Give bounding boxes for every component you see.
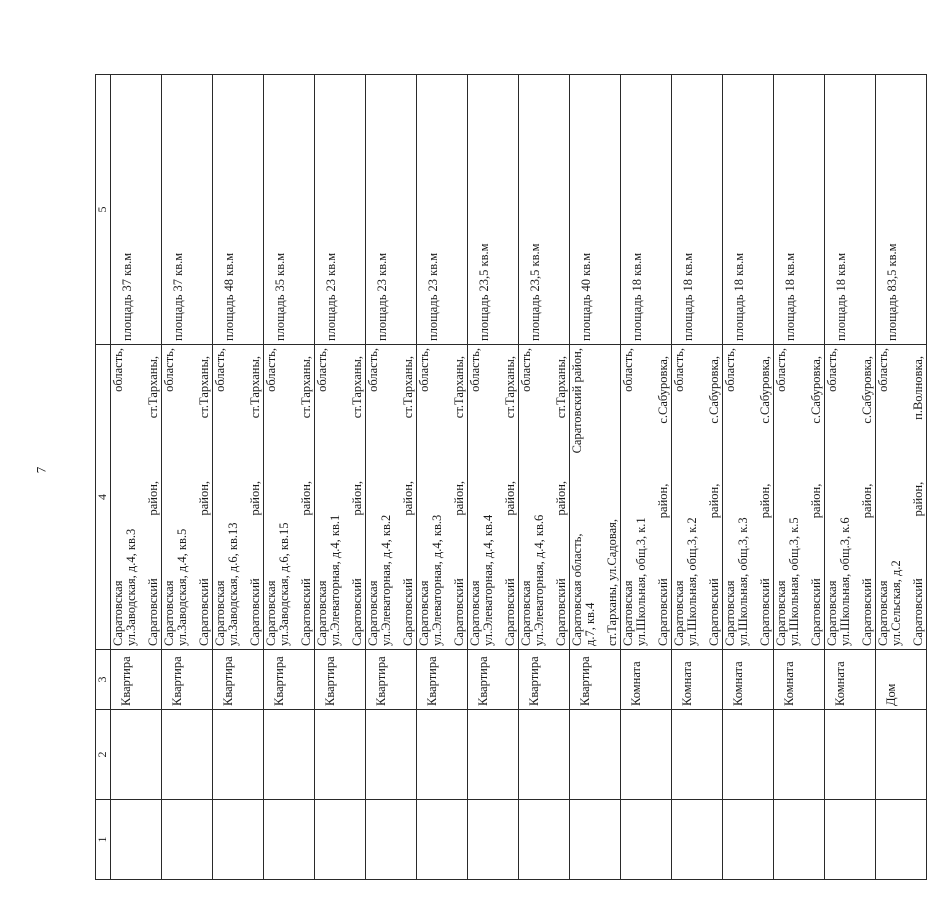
object-type-cell (213, 650, 264, 710)
address-part-b: область, (315, 348, 329, 392)
region-text: Саратовский район, с.Сабуровка, (707, 356, 721, 646)
address-street: ул.Элеваторная, д.4, кв.2 (379, 514, 393, 646)
col1-cell (519, 800, 570, 880)
header-cell-1: 1 (96, 800, 111, 880)
table-row (672, 75, 723, 880)
address-part-a: Саратовская (213, 580, 227, 646)
col1-cell (570, 800, 621, 880)
area-cell (621, 75, 672, 345)
address-part-b: область, (876, 348, 890, 392)
address-cell (213, 345, 264, 650)
area-text: площадь 37 кв.м (171, 252, 185, 341)
table-row (213, 75, 264, 880)
object-type: Квартира (527, 656, 541, 706)
address-street: ул.Школьная, общ.3, к.1 (634, 517, 648, 646)
area-text: площадь 23 кв.м (375, 252, 389, 341)
object-type: Квартира (476, 656, 490, 706)
address-part-a: Саратовская (876, 580, 890, 646)
object-type: Квартира (170, 656, 184, 706)
area-cell (111, 75, 162, 345)
address-part-a: Саратовская (672, 580, 686, 646)
table-row (876, 75, 927, 880)
area-cell (417, 75, 468, 345)
address-part-b: область, (723, 348, 737, 392)
table-row (825, 75, 876, 880)
col2-cell (213, 710, 264, 800)
col2-cell (672, 710, 723, 800)
region-text: Саратовский район, п.Волновка, (911, 356, 925, 646)
col1-cell (366, 800, 417, 880)
address-street: д.7, кв.4 (583, 602, 597, 646)
address-street: ул.Заводская, д.6, кв.13 (226, 522, 240, 646)
col1-cell (774, 800, 825, 880)
table-row (519, 75, 570, 880)
col1-cell (111, 800, 162, 880)
col2-cell (723, 710, 774, 800)
page-number: 7 (33, 466, 49, 474)
col2-cell (417, 710, 468, 800)
object-type: Квартира (221, 656, 235, 706)
address-street: ул.Сельская, д.2 (889, 560, 903, 646)
table-row (570, 75, 621, 880)
address-cell (876, 345, 927, 650)
region-text: Саратовский район, ст.Тарханы, (146, 356, 160, 646)
address-part-b: область, (468, 348, 482, 392)
col1-cell (213, 800, 264, 880)
col2-cell (519, 710, 570, 800)
address-part-b: область, (162, 348, 176, 392)
object-type-cell (468, 650, 519, 710)
col1-cell (162, 800, 213, 880)
area-text: площадь 23,5 кв.м (477, 243, 491, 341)
region-text: Саратовский район, ст.Тарханы, (401, 356, 415, 646)
object-type: Комната (782, 661, 796, 706)
address-street: ул.Заводская, д.6, кв.15 (277, 522, 291, 646)
area-text: площадь 23 кв.м (426, 252, 440, 341)
col2-cell (162, 710, 213, 800)
col2-cell (774, 710, 825, 800)
address-part-b: область, (111, 348, 125, 392)
address-street: ул.Школьная, общ.3, к.6 (838, 517, 852, 646)
area-text: площадь 35 кв.м (273, 252, 287, 341)
address-part-b: область, (213, 348, 227, 392)
address-street: ул.Заводская, д.4, кв.5 (175, 528, 189, 646)
col2-cell (570, 710, 621, 800)
region-text: Саратовский район, ст.Тарханы, (452, 356, 466, 646)
region-text: Саратовский район, с.Сабуровка, (656, 356, 670, 646)
object-type: Дом (884, 683, 898, 706)
object-type-cell (162, 650, 213, 710)
address-part-a: Саратовская (825, 580, 839, 646)
col2-cell (111, 710, 162, 800)
region-text: Саратовский район, с.Сабуровка, (809, 356, 823, 646)
col2-cell (264, 710, 315, 800)
table-row (723, 75, 774, 880)
header-cell-3: 3 (96, 650, 111, 710)
address-part-b: область, (417, 348, 431, 392)
col1-cell (315, 800, 366, 880)
address-street: ул.Элеваторная, д.4, кв.6 (532, 514, 546, 646)
area-text: площадь 18 кв.м (732, 252, 746, 341)
address-part-b: область, (264, 348, 278, 392)
table-row (111, 75, 162, 880)
col1-cell (621, 800, 672, 880)
area-cell (213, 75, 264, 345)
address-cell (264, 345, 315, 650)
col1-cell (825, 800, 876, 880)
address-street: ул.Школьная, общ.3, к.3 (736, 517, 750, 646)
address-part-b: область, (825, 348, 839, 392)
address-cell (621, 345, 672, 650)
area-text: площадь 18 кв.м (681, 252, 695, 341)
address-part-b: область, (366, 348, 380, 392)
object-type-cell (876, 650, 927, 710)
address-cell (774, 345, 825, 650)
address-cell (825, 345, 876, 650)
object-type: Комната (731, 661, 745, 706)
rotated-table-container (95, 75, 925, 880)
area-cell (468, 75, 519, 345)
address-part-b: область, (672, 348, 686, 392)
area-cell (774, 75, 825, 345)
address-street: ул.Заводская, д.4, кв.3 (124, 528, 138, 646)
object-type-cell (315, 650, 366, 710)
area-cell (723, 75, 774, 345)
header-cell-4: 4 (96, 345, 111, 650)
object-type-cell (672, 650, 723, 710)
table-row (162, 75, 213, 880)
address-cell (366, 345, 417, 650)
address-part-a: Саратовская (468, 580, 482, 646)
area-text: площадь 18 кв.м (834, 252, 848, 341)
col1-cell (264, 800, 315, 880)
object-type: Квартира (578, 656, 592, 706)
object-type-cell (570, 650, 621, 710)
col1-cell (723, 800, 774, 880)
col2-cell (876, 710, 927, 800)
region-text: Саратовский район, ст.Тарханы, (503, 356, 517, 646)
object-type-cell (723, 650, 774, 710)
object-type-cell (621, 650, 672, 710)
area-text: площадь 18 кв.м (783, 252, 797, 341)
table-row (366, 75, 417, 880)
object-type-cell (264, 650, 315, 710)
object-type-cell (825, 650, 876, 710)
area-cell (315, 75, 366, 345)
area-cell (162, 75, 213, 345)
table-body (96, 75, 927, 880)
address-part-a: Саратовская (366, 580, 380, 646)
address-part-a: Саратовская (621, 580, 635, 646)
table-row (468, 75, 519, 880)
address-cell (672, 345, 723, 650)
header-cell-2: 2 (96, 710, 111, 800)
region-text: Саратовский район, ст.Тарханы, (350, 356, 364, 646)
region-text: Саратовский район, ст.Тарханы, (554, 356, 568, 646)
object-type: Комната (680, 661, 694, 706)
area-cell (519, 75, 570, 345)
address-cell (570, 345, 621, 650)
address-street: ул.Элеваторная, д.4, кв.4 (481, 514, 495, 646)
object-type: Квартира (374, 656, 388, 706)
address-part-a: Саратовская область, (570, 533, 584, 646)
object-type-cell (519, 650, 570, 710)
object-type: Квартира (272, 656, 286, 706)
area-text: площадь 48 кв.м (222, 252, 236, 341)
col1-cell (468, 800, 519, 880)
area-text: площадь 18 кв.м (630, 252, 644, 341)
area-text: площадь 83,5 кв.м (885, 243, 899, 341)
table-row (315, 75, 366, 880)
address-part-b: область, (621, 348, 635, 392)
address-cell (162, 345, 213, 650)
table-row (417, 75, 468, 880)
region-text: ст.Тарханы, ул.Садовая, (605, 518, 619, 646)
address-part-a: Саратовская (264, 580, 278, 646)
address-part-a: Саратовская (774, 580, 788, 646)
col2-cell (621, 710, 672, 800)
address-cell (315, 345, 366, 650)
address-cell (468, 345, 519, 650)
col1-cell (876, 800, 927, 880)
table-row (264, 75, 315, 880)
object-type-cell (111, 650, 162, 710)
address-cell (519, 345, 570, 650)
area-cell (672, 75, 723, 345)
area-text: площадь 23,5 кв.м (528, 243, 542, 341)
col2-cell (825, 710, 876, 800)
area-cell (366, 75, 417, 345)
address-part-a: Саратовская (723, 580, 737, 646)
area-text: площадь 37 кв.м (120, 252, 134, 341)
area-text: площадь 40 кв.м (579, 252, 593, 341)
area-cell (825, 75, 876, 345)
region-text: Саратовский район, ст.Тарханы, (299, 356, 313, 646)
table-row (774, 75, 825, 880)
table-row (621, 75, 672, 880)
header-row (96, 75, 111, 880)
address-street: ул.Школьная, общ.3, к.2 (685, 517, 699, 646)
region-text: Саратовский район, с.Сабуровка, (860, 356, 874, 646)
address-cell (111, 345, 162, 650)
object-type: Комната (833, 661, 847, 706)
col2-cell (468, 710, 519, 800)
col1-cell (417, 800, 468, 880)
col1-cell (672, 800, 723, 880)
object-type-cell (774, 650, 825, 710)
region-text: Саратовский район, ст.Тарханы, (197, 356, 211, 646)
object-type-cell (417, 650, 468, 710)
object-type: Квартира (425, 656, 439, 706)
object-type: Комната (629, 661, 643, 706)
region-text: Саратовский район, ст.Тарханы, (248, 356, 262, 646)
region-text: Саратовский район, с.Сабуровка, (758, 356, 772, 646)
address-part-a: Саратовская (111, 580, 125, 646)
address-part-b: Саратовский район, (570, 348, 584, 454)
address-cell (417, 345, 468, 650)
object-type: Квартира (119, 656, 133, 706)
header-cell-5: 5 (96, 75, 111, 345)
address-part-a: Саратовская (519, 580, 533, 646)
area-cell (264, 75, 315, 345)
property-table (95, 74, 927, 880)
col2-cell (315, 710, 366, 800)
address-part-a: Саратовская (417, 580, 431, 646)
area-text: площадь 23 кв.м (324, 252, 338, 341)
area-cell (570, 75, 621, 345)
address-part-b: область, (519, 348, 533, 392)
address-part-b: область, (774, 348, 788, 392)
address-street: ул.Элеваторная, д.4, кв.3 (430, 514, 444, 646)
address-street: ул.Элеваторная, д.4, кв.1 (328, 514, 342, 646)
address-street: ул.Школьная, общ.3, к.5 (787, 517, 801, 646)
address-part-a: Саратовская (315, 580, 329, 646)
address-part-a: Саратовская (162, 580, 176, 646)
object-type: Квартира (323, 656, 337, 706)
address-cell (723, 345, 774, 650)
col2-cell (366, 710, 417, 800)
object-type-cell (366, 650, 417, 710)
area-cell (876, 75, 927, 345)
